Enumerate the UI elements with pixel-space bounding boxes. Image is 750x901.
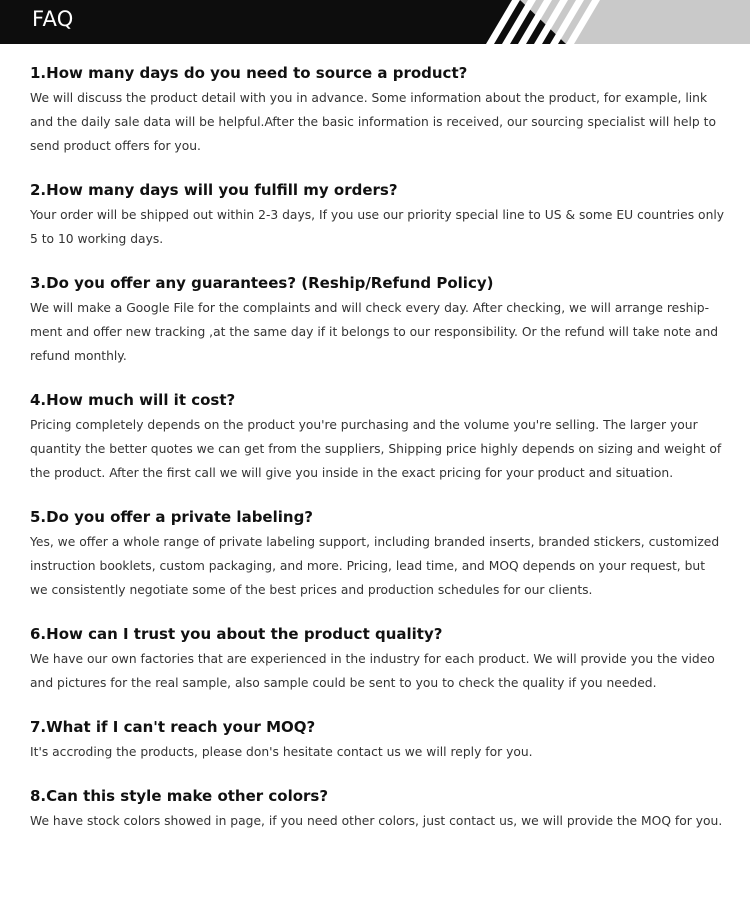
faq-answer: Pricing completely depends on the product you're purchasing and the volume you're selling. The larger your quantity the better quotes we can get from the suppliers, Shipping price highly depends on sizing and weight of the product. After the first call we will give you inside in the exact pricing for your product and situation. bbox=[30, 418, 722, 480]
faq-answer: Yes, we offer a whole range of private labeling support, including branded inserts, branded stickers, customized instruction booklets, custom packaging, and more. Pricing, lead time, and MOQ depends on your request, but we consistently negotiate some of the best prices and production schedules for our clients. bbox=[30, 535, 720, 597]
faq-item bbox=[30, 272, 726, 368]
faq-answer: We will make a Google File for the complaints and will check every day. After checking, we will arrange reship-ment and offer new tracking ,at the same day if it belongs to our responsibility. Or the refund will take note and refund monthly. bbox=[30, 301, 719, 363]
faq-answer: It's accroding the products, please don's hesitate contact us we will reply for you. bbox=[30, 745, 533, 759]
faq-question: 7.What if I can't reach your MOQ? bbox=[30, 718, 316, 736]
faq-answer: We have stock colors showed in page, if you need other colors, just contact us, we will provide the MOQ for you. bbox=[30, 814, 723, 828]
faq-answer: Your order will be shipped out within 2-3 days, If you use our priority special line to US & some EU countries only 5 to 10 working days. bbox=[30, 208, 725, 246]
faq-answer: We have our own factories that are experienced in the industry for each product. We will provide you the video and pictures for the real sample, also sample could be sent to you to check the quality if you needed. bbox=[30, 652, 715, 690]
faq-title: FAQ bbox=[32, 7, 74, 31]
faq-item bbox=[30, 506, 726, 602]
diagonal-stripes-decoration bbox=[0, 0, 750, 44]
faq-answer: We will discuss the product detail with you in advance. Some information about the product, for example, link and the daily sale data will be helpful.After the basic information is received, our sourcing specialist will help to send product offers for you. bbox=[30, 91, 716, 153]
faq-question: 8.Can this style make other colors? bbox=[30, 787, 329, 805]
faq-question: 2.How many days will you fulfill my orders? bbox=[30, 181, 398, 199]
faq-question: 5.Do you offer a private labeling? bbox=[30, 508, 314, 526]
faq-header-banner bbox=[0, 0, 750, 44]
faq-question: 3.Do you offer any guarantees? (Reship/Refund Policy) bbox=[30, 274, 494, 292]
faq-item bbox=[30, 716, 726, 764]
faq-item bbox=[30, 785, 726, 833]
faq-item bbox=[30, 389, 726, 485]
header-stripe bbox=[502, 0, 536, 44]
faq-question: 1.How many days do you need to source a product? bbox=[30, 64, 468, 82]
faq-item bbox=[30, 179, 726, 251]
faq-list bbox=[30, 62, 726, 854]
faq-item bbox=[30, 623, 726, 695]
header-stripe bbox=[486, 0, 520, 44]
faq-question: 4.How much will it cost? bbox=[30, 391, 236, 409]
faq-item bbox=[30, 62, 726, 158]
faq-question: 6.How can I trust you about the product quality? bbox=[30, 625, 443, 643]
